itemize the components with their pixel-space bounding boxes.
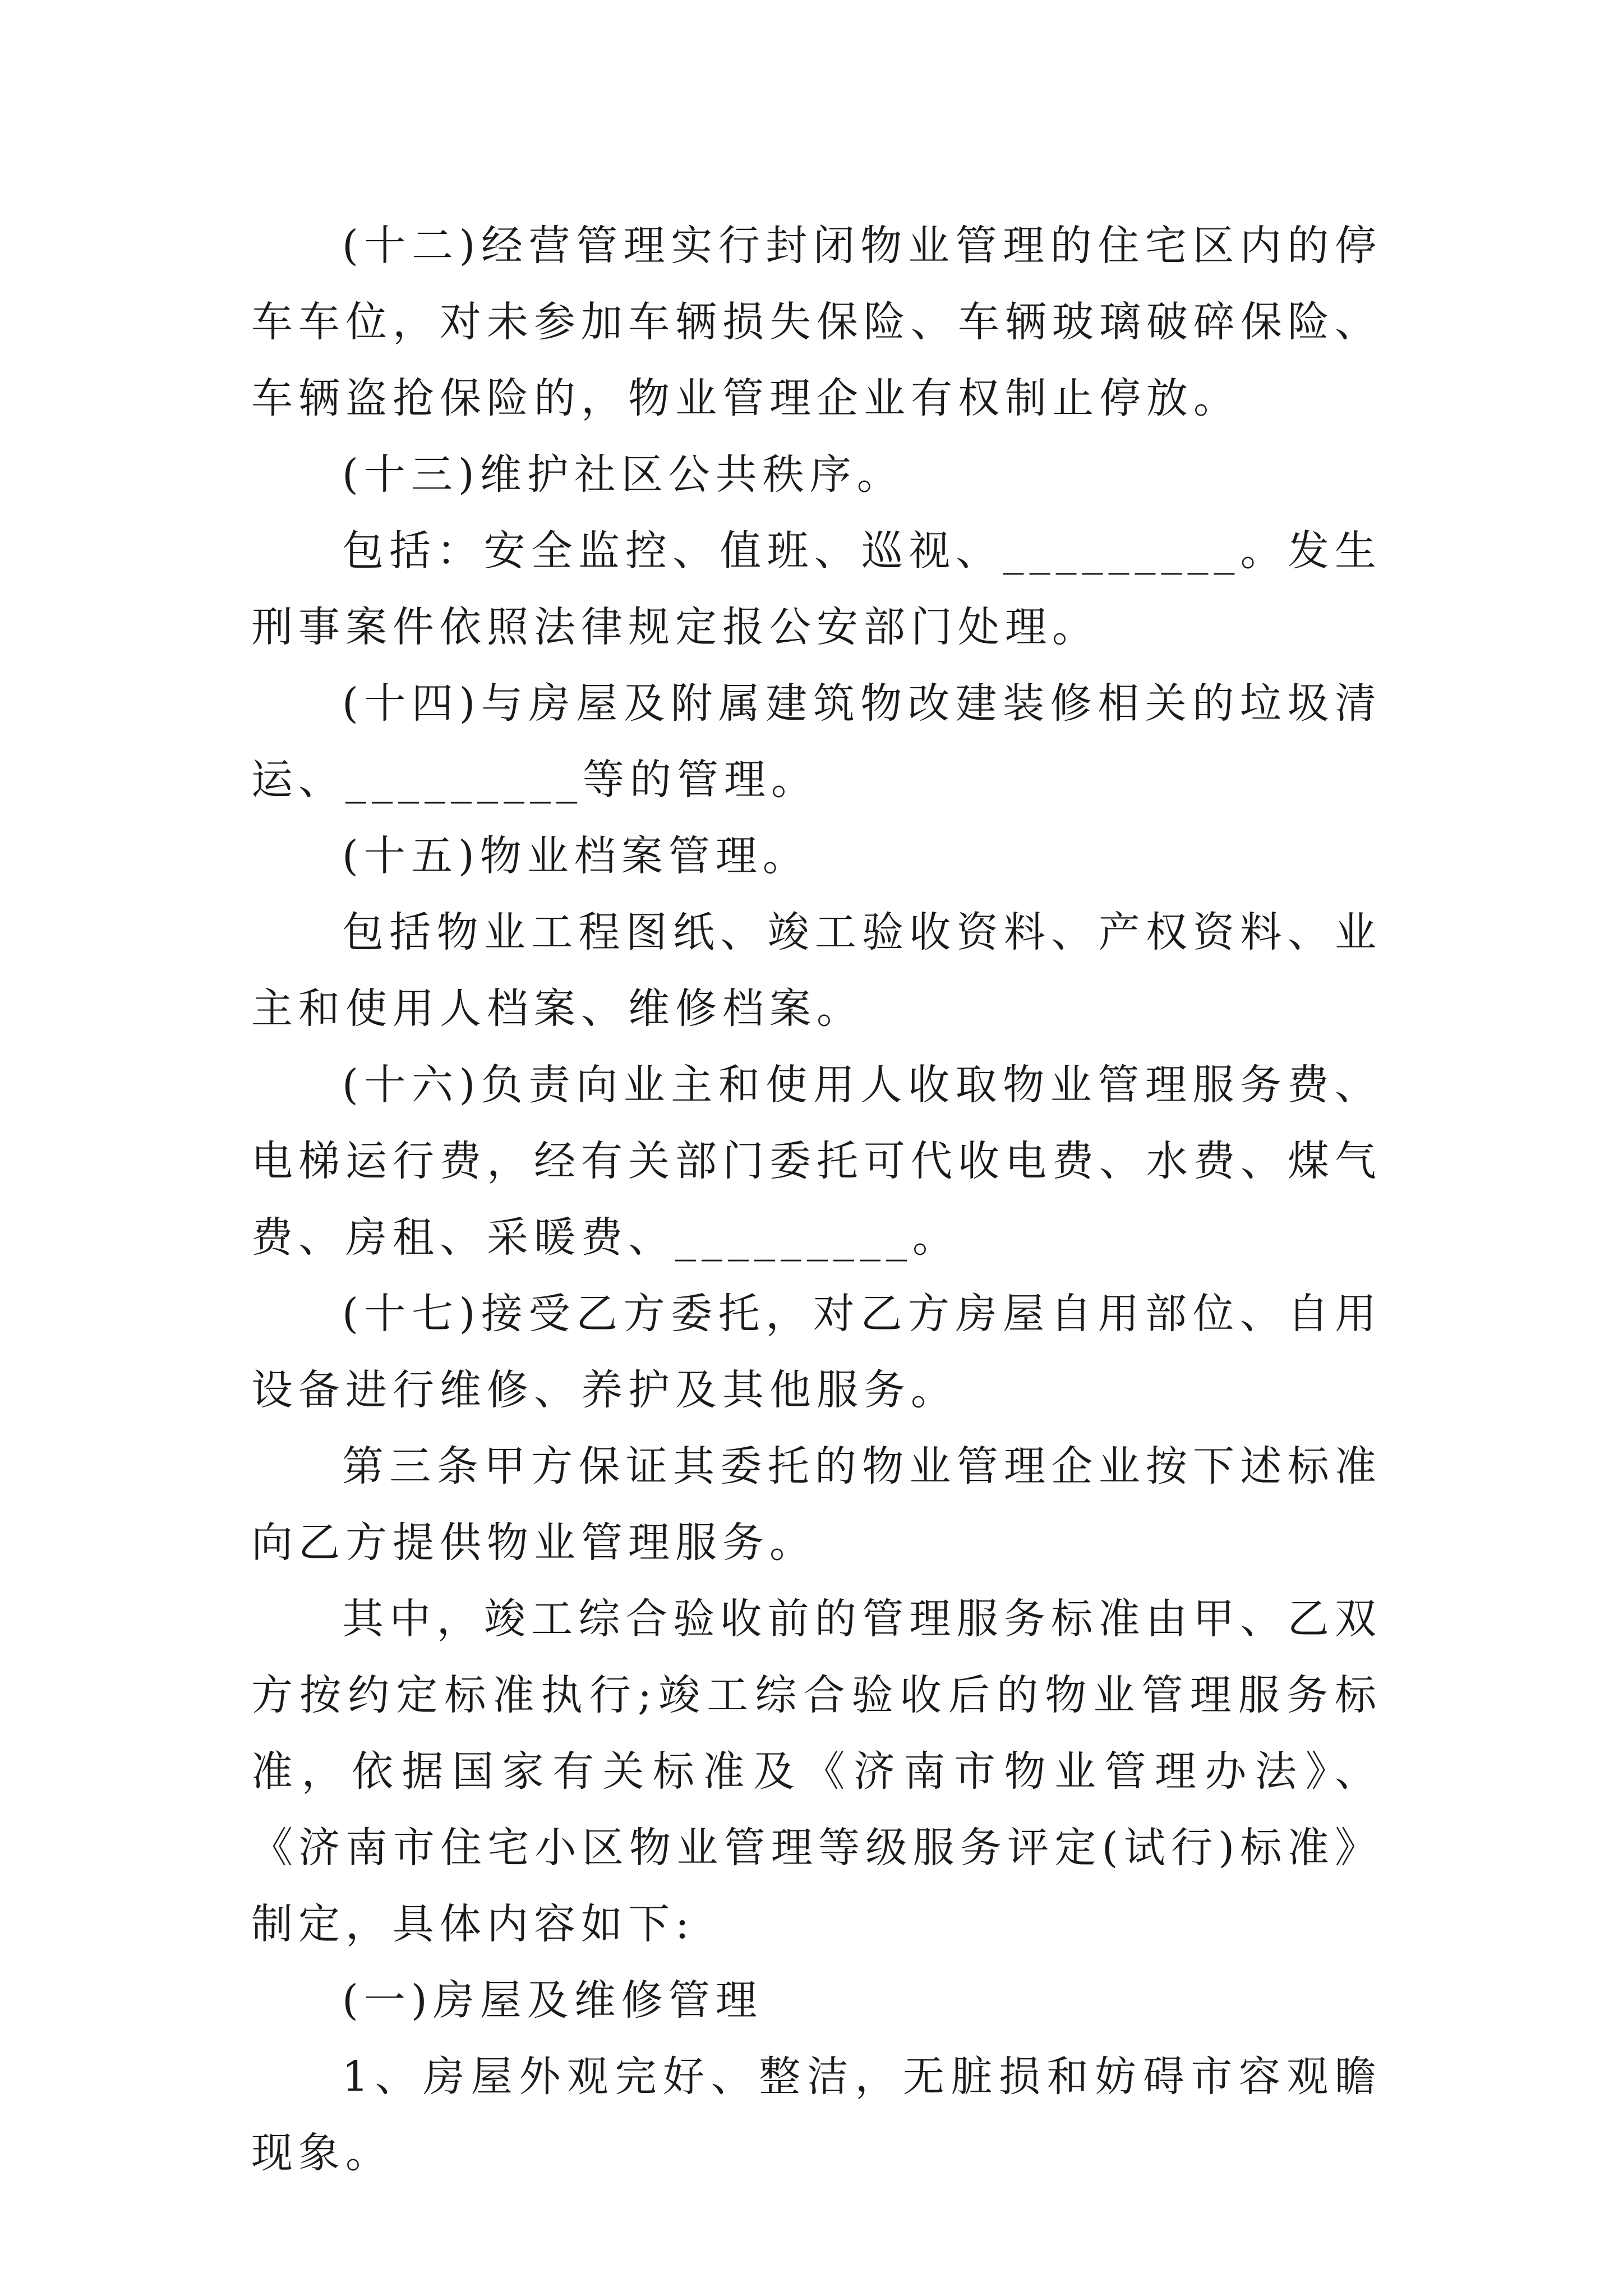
paragraph-public-order-heading: (十三)维护社区公共秩序。 — [342, 450, 904, 499]
paragraph-housing-appearance: 1、房屋外观完好、整洁，无脏损和妨碍市容观瞻现象。 — [251, 2053, 1382, 2177]
paragraph-service-standards: 其中，竣工综合验收前的管理服务标准由甲、乙双方按约定标准执行;竣工综合验收后的物业管理服务标准，依据国家有关标准及《济南市物业管理办法》、《济南市住宅小区物业管理等级服务评定(试行)标准》制定，具体内容如下: — [251, 1595, 1382, 1948]
paragraph-housing-maintenance-heading: (一)房屋及维修管理 — [342, 1976, 763, 2024]
paragraph-parking-management: (十二)经营管理实行封闭物业管理的住宅区内的停车车位，对未参加车辆损失保险、车辆玻璃破碎保险、车辆盗抢保险的，物业管理企业有权制止停放。 — [251, 222, 1382, 422]
paragraph-archive-heading: (十五)物业档案管理。 — [342, 832, 810, 880]
document-body — [251, 208, 1382, 2191]
paragraph-entrusted-services: (十七)接受乙方委托，对乙方房屋自用部位、自用设备进行维修、养护及其他服务。 — [251, 1290, 1382, 1414]
paragraph-fee-collection: (十六)负责向业主和使用人收取物业管理服务费、电梯运行费，经有关部门委托可代收电费、水费、煤气费、房租、采暖费、_________。 — [251, 1061, 1382, 1262]
paragraph-public-order-details: 包括：安全监控、值班、巡视、_________。发生刑事案件依照法律规定报公安部门处理。 — [251, 527, 1382, 651]
paragraph-archive-details: 包括物业工程图纸、竣工验收资料、产权资料、业主和使用人档案、维修档案。 — [251, 908, 1382, 1033]
paragraph-renovation-waste: (十四)与房屋及附属建筑物改建装修相关的垃圾清运、_________等的管理。 — [251, 679, 1382, 804]
paragraph-article-three: 第三条甲方保证其委托的物业管理企业按下述标准向乙方提供物业管理服务。 — [251, 1442, 1382, 1567]
